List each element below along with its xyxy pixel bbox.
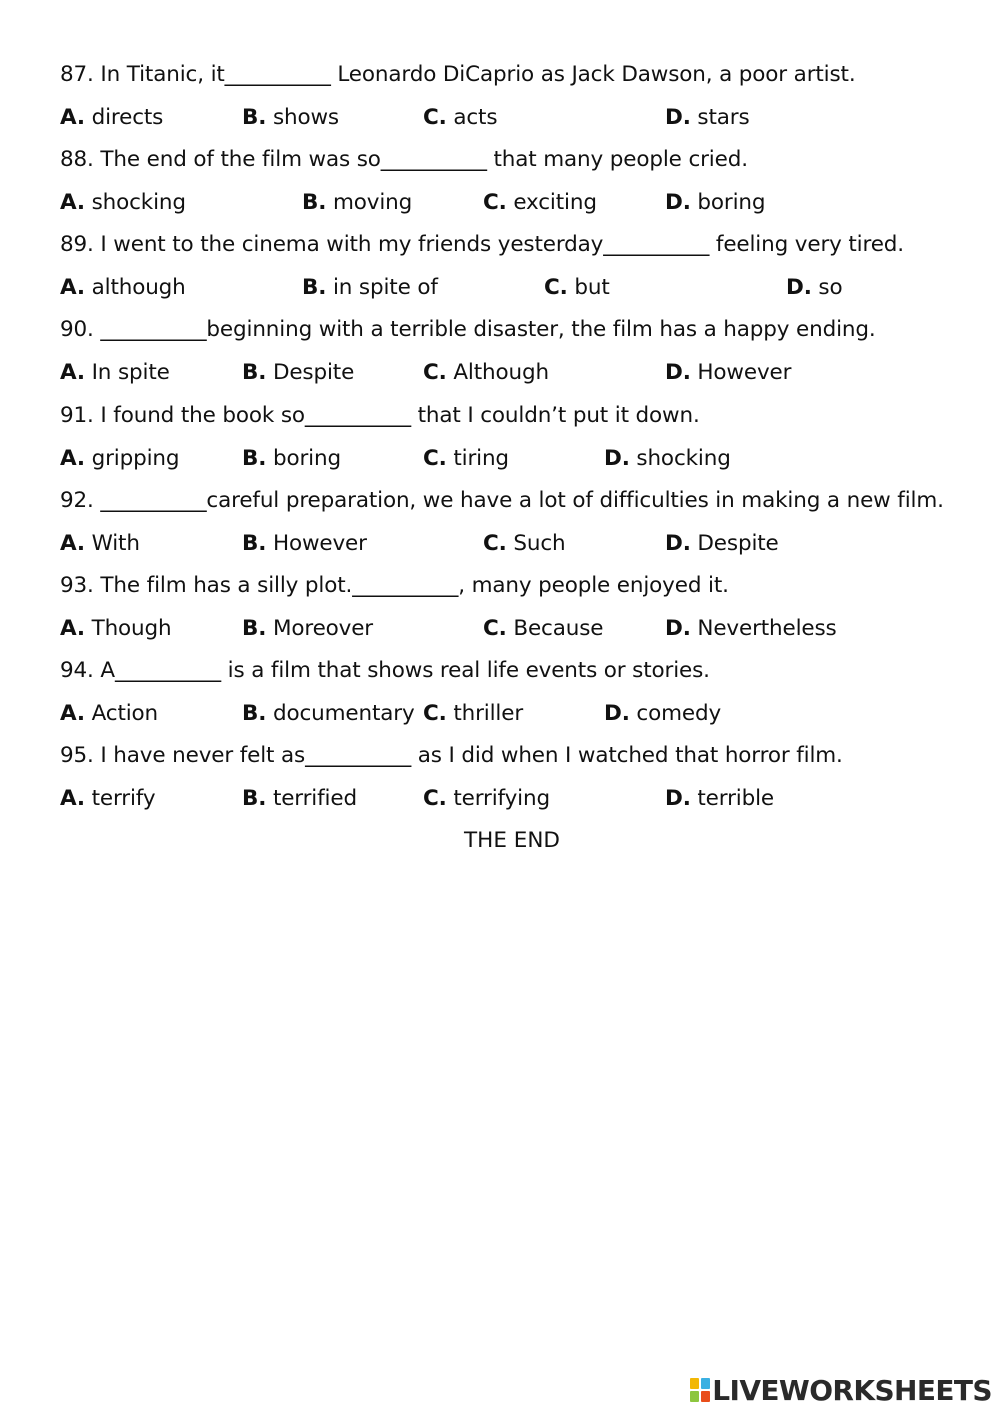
q91-option-d[interactable] [604,448,731,470]
option-letter: D. [786,275,812,300]
option-text: In spite [91,360,170,385]
option-text: Such [513,531,566,556]
q87-option-d[interactable] [665,107,750,129]
q87-option-c[interactable] [423,107,497,129]
question-90-stem: 90. __________beginning with a terrible disaster, the film has a happy ending. [60,317,876,342]
option-text: terrible [697,786,774,811]
the-end-label: THE END [464,828,560,853]
option-letter: D. [665,531,691,556]
option-letter: B. [242,446,267,471]
option-letter: B. [242,701,267,726]
option-text: although [91,275,186,300]
q90-option-b[interactable] [242,362,354,384]
option-letter: A. [60,360,85,385]
option-letter: A. [60,446,85,471]
option-text: tiring [453,446,509,471]
option-text: boring [697,190,766,215]
option-text: documentary [272,701,415,726]
option-text: directs [91,105,164,130]
q91-option-b[interactable] [242,448,341,470]
option-letter: B. [242,105,267,130]
option-text: but [574,275,610,300]
option-letter: A. [60,616,85,641]
q88-option-c[interactable] [483,192,597,214]
q87-option-a[interactable] [60,107,163,129]
option-letter: B. [242,786,267,811]
q91-option-c[interactable] [423,448,509,470]
liveworksheets-logo[interactable] [690,1375,992,1405]
question-95-stem: 95. I have never felt as__________ as I did when I watched that horror film. [60,743,843,768]
q88-option-d[interactable] [665,192,765,214]
option-text: Although [453,360,549,385]
option-text: boring [272,446,341,471]
option-letter: C. [483,531,507,556]
option-text: terrified [272,786,357,811]
q94-option-c[interactable] [423,703,523,725]
question-87-stem: 87. In Titanic, it__________ Leonardo DiCaprio as Jack Dawson, a poor artist. [60,62,856,87]
option-text: terrifying [453,786,550,811]
q89-option-a[interactable] [60,277,186,299]
question-92-stem: 92. __________careful preparation, we have a lot of difficulties in making a new film. [60,488,944,513]
question-93-stem: 93. The film has a silly plot.__________, many people enjoyed it. [60,573,729,598]
option-text: However [272,531,367,556]
option-text: Moreover [272,616,373,641]
option-text: in spite of [332,275,438,300]
q93-option-a[interactable] [60,618,172,640]
logo-tile [690,1391,699,1402]
option-text: Because [513,616,604,641]
option-letter: D. [604,446,630,471]
option-text: shows [272,105,339,130]
option-text: Action [91,701,159,726]
question-94-stem: 94. A__________ is a film that shows real life events or stories. [60,658,710,683]
q92-option-d[interactable] [665,533,779,555]
option-letter: D. [665,616,691,641]
q95-option-d[interactable] [665,788,774,810]
q93-option-b[interactable] [242,618,373,640]
option-text: shocking [636,446,731,471]
q89-option-c[interactable] [544,277,610,299]
q95-option-b[interactable] [242,788,357,810]
option-letter: A. [60,190,85,215]
q95-option-c[interactable] [423,788,550,810]
option-letter: C. [483,190,507,215]
option-letter: B. [302,275,327,300]
logo-text: LIVEWORKSHEETS [712,1373,992,1407]
q95-option-a[interactable] [60,788,155,810]
q93-option-d[interactable] [665,618,837,640]
option-letter: C. [483,616,507,641]
option-text: Despite [272,360,355,385]
option-letter: D. [604,701,630,726]
option-text: shocking [91,190,186,215]
option-letter: A. [60,105,85,130]
option-text: Though [91,616,172,641]
option-letter: C. [423,360,447,385]
option-letter: D. [665,360,691,385]
q92-option-a[interactable] [60,533,140,555]
q92-option-c[interactable] [483,533,565,555]
q94-option-d[interactable] [604,703,721,725]
q90-option-c[interactable] [423,362,549,384]
option-text: stars [697,105,750,130]
logo-tile [690,1378,699,1389]
option-letter: C. [423,446,447,471]
q94-option-a[interactable] [60,703,158,725]
option-text: exciting [513,190,597,215]
q91-option-a[interactable] [60,448,179,470]
option-letter: B. [302,190,327,215]
q92-option-b[interactable] [242,533,367,555]
option-text: With [91,531,140,556]
question-89-stem: 89. I went to the cinema with my friends yesterday__________ feeling very tired. [60,232,904,257]
option-letter: B. [242,360,267,385]
option-letter: D. [665,105,691,130]
option-text: thriller [453,701,524,726]
q90-option-d[interactable] [665,362,791,384]
option-letter: A. [60,701,85,726]
option-text: moving [332,190,413,215]
option-letter: B. [242,616,267,641]
option-text: acts [453,105,498,130]
q90-option-a[interactable] [60,362,170,384]
option-letter: A. [60,786,85,811]
q88-option-a[interactable] [60,192,186,214]
liveworksheets-mark-icon [690,1378,710,1402]
q94-option-b[interactable] [242,703,415,725]
option-text: However [697,360,792,385]
q93-option-c[interactable] [483,618,603,640]
q88-option-b[interactable] [302,192,412,214]
option-letter: A. [60,531,85,556]
option-letter: C. [423,105,447,130]
option-letter: D. [665,786,691,811]
question-88-stem: 88. The end of the film was so__________ that many people cried. [60,147,748,172]
option-text: terrify [91,786,156,811]
option-letter: D. [665,190,691,215]
question-91-stem: 91. I found the book so__________ that I couldn’t put it down. [60,403,700,428]
q89-option-d[interactable] [786,277,842,299]
option-letter: C. [423,701,447,726]
option-text: Nevertheless [697,616,837,641]
logo-tile [701,1391,710,1402]
option-letter: C. [544,275,568,300]
option-text: so [818,275,843,300]
option-letter: B. [242,531,267,556]
option-letter: A. [60,275,85,300]
option-letter: C. [423,786,447,811]
q89-option-b[interactable] [302,277,438,299]
option-text: comedy [636,701,722,726]
q87-option-b[interactable] [242,107,339,129]
option-text: gripping [91,446,180,471]
logo-tile [701,1378,710,1389]
option-text: Despite [697,531,779,556]
